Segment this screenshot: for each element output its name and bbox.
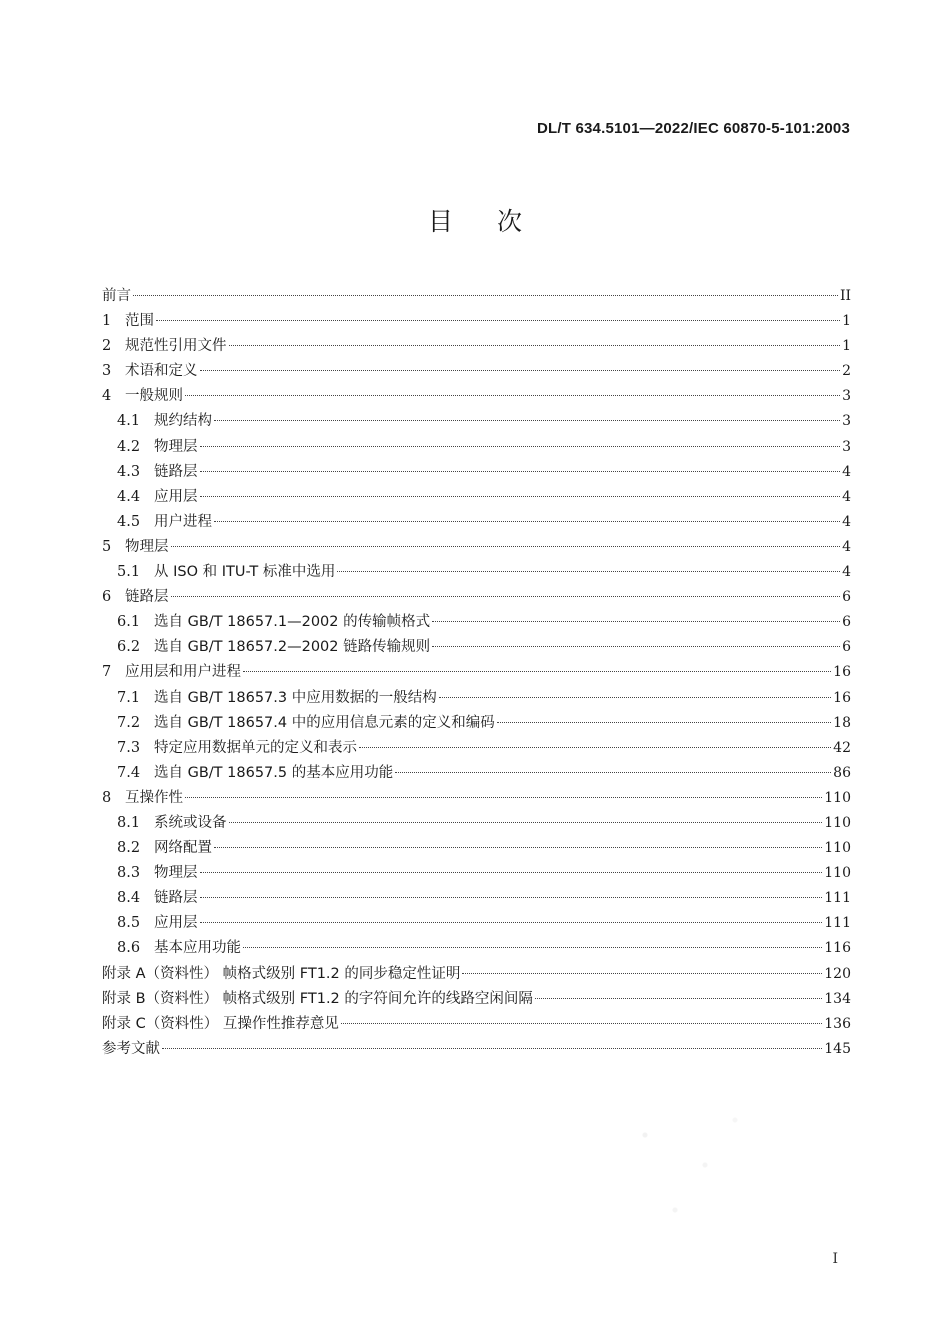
toc-entry-page: 110: [824, 865, 851, 882]
toc-entry-label: 物理层: [125, 538, 169, 555]
toc-entry-page: 16: [833, 689, 851, 706]
toc-entry-label: 应用层: [154, 488, 198, 505]
toc-entry-page: 3: [842, 438, 851, 455]
toc-entry-page: 42: [833, 739, 851, 756]
toc-entry-label: 系统或设备: [154, 814, 227, 831]
toc-leader-dots: [156, 320, 840, 321]
table-of-contents: [102, 284, 851, 1062]
toc-entry-page: 1: [842, 313, 851, 330]
toc-entry-page: 6: [842, 589, 851, 606]
toc-entry[interactable]: [102, 786, 851, 811]
standard-code: DL/T 634.5101—2022/IEC 60870-5-101:2003: [536, 120, 850, 137]
toc-leader-dots: [171, 596, 841, 597]
toc-leader-dots: [185, 797, 822, 798]
toc-entry[interactable]: [102, 359, 851, 384]
toc-entry[interactable]: [102, 585, 851, 610]
toc-leader-dots: [214, 420, 840, 421]
toc-entry-page: 4: [842, 463, 851, 480]
toc-leader-dots: [229, 345, 841, 346]
toc-leader-dots: [214, 521, 840, 522]
toc-entry-label: 一般规则: [125, 388, 183, 405]
toc-entry[interactable]: [102, 610, 851, 635]
toc-entry[interactable]: [102, 811, 851, 836]
toc-entry-page: 111: [824, 890, 851, 907]
toc-entry-label: 应用层和用户进程: [125, 664, 241, 681]
toc-entry-number: 4.3: [117, 463, 141, 480]
toc-leader-dots: [432, 646, 840, 647]
toc-entry-page: 3: [842, 413, 851, 430]
toc-entry[interactable]: [102, 711, 851, 736]
toc-entry-page: 111: [824, 915, 851, 932]
toc-entry-page: 116: [824, 940, 851, 957]
toc-entry[interactable]: [102, 686, 851, 711]
toc-entry-label: 附录 B（资料性） 帧格式级别 FT1.2 的字符间允许的线路空闲间隔: [102, 990, 533, 1007]
toc-entry[interactable]: [102, 761, 851, 786]
toc-entry-number: 7.1: [117, 689, 141, 706]
toc-entry-number: 5.1: [117, 564, 141, 581]
toc-leader-dots: [200, 471, 841, 472]
toc-leader-dots: [200, 370, 841, 371]
toc-entry-number: 1: [102, 313, 112, 330]
toc-leader-dots: [171, 546, 841, 547]
toc-leader-dots: [200, 897, 823, 898]
scan-noise: [615, 1090, 765, 1240]
toc-entry[interactable]: [102, 510, 851, 535]
toc-entry[interactable]: [102, 1037, 851, 1062]
toc-entry-label: 链路层: [154, 890, 198, 907]
toc-entry-number: 8.5: [117, 915, 141, 932]
toc-leader-dots: [497, 722, 831, 723]
toc-entry-label: 互操作性: [125, 789, 183, 806]
toc-entry-page: II: [839, 288, 851, 304]
page-number: I: [832, 1251, 838, 1267]
toc-entry-page: 110: [824, 789, 851, 806]
toc-entry-number: 7: [102, 664, 112, 681]
toc-leader-dots: [432, 621, 840, 622]
toc-entry-label: 选自 GB/T 18657.4 中的应用信息元素的定义和编码: [154, 714, 495, 731]
toc-entry-page: 4: [842, 564, 851, 581]
toc-entry[interactable]: [102, 736, 851, 761]
toc-entry-label: 参考文献: [102, 1040, 160, 1057]
toc-leader-dots: [133, 295, 838, 296]
toc-entry-label: 物理层: [154, 865, 198, 882]
toc-leader-dots: [341, 1023, 822, 1024]
toc-entry-page: 86: [833, 764, 851, 781]
toc-leader-dots: [359, 747, 831, 748]
toc-entry-number: 8: [102, 789, 112, 806]
toc-leader-dots: [162, 1048, 822, 1049]
toc-entry-page: 6: [842, 614, 851, 631]
toc-entry-page: 2: [842, 363, 851, 380]
toc-entry-label: 从 ISO 和 ITU-T 标准中选用: [154, 564, 336, 581]
toc-entry-number: 8.2: [117, 840, 141, 857]
toc-entry-page: 120: [824, 965, 851, 982]
toc-entry-label: 选自 GB/T 18657.1—2002 的传输帧格式: [154, 614, 431, 631]
toc-entry-label: 选自 GB/T 18657.5 的基本应用功能: [154, 764, 394, 781]
toc-entry-number: 8.1: [117, 814, 141, 831]
toc-entry-page: 16: [833, 664, 851, 681]
toc-entry-page: 4: [842, 538, 851, 555]
toc-entry-number: 7.3: [117, 739, 141, 756]
toc-entry-page: 6: [842, 639, 851, 656]
toc-entry-label: 规范性引用文件: [125, 338, 227, 355]
toc-entry[interactable]: [102, 962, 851, 987]
toc-entry-label: 附录 C（资料性） 互操作性推荐意见: [102, 1015, 339, 1032]
toc-leader-dots: [439, 697, 831, 698]
toc-entry[interactable]: [102, 911, 851, 936]
toc-entry[interactable]: [102, 836, 851, 861]
toc-entry-number: 4.1: [117, 413, 141, 430]
toc-leader-dots: [200, 496, 841, 497]
toc-entry-label: 基本应用功能: [154, 940, 241, 957]
toc-entry-number: 4.5: [117, 513, 141, 530]
toc-entry-page: 134: [824, 990, 851, 1007]
toc-entry-number: 7.2: [117, 714, 141, 731]
toc-entry[interactable]: [102, 660, 851, 685]
toc-entry-page: 18: [833, 714, 851, 731]
toc-entry-label: 特定应用数据单元的定义和表示: [154, 739, 357, 756]
toc-entry[interactable]: [102, 1012, 851, 1037]
toc-entry-number: 6: [102, 589, 112, 606]
toc-leader-dots: [462, 973, 822, 974]
toc-entry-label: 术语和定义: [125, 363, 198, 380]
toc-entry-label: 选自 GB/T 18657.3 中应用数据的一般结构: [154, 689, 437, 706]
toc-leader-dots: [185, 395, 840, 396]
toc-leader-dots: [243, 671, 831, 672]
toc-entry-label: 选自 GB/T 18657.2—2002 链路传输规则: [154, 639, 431, 656]
toc-leader-dots: [535, 998, 822, 999]
toc-entry-number: 8.6: [117, 940, 141, 957]
toc-entry-label: 应用层: [154, 915, 198, 932]
toc-entry-page: 110: [824, 814, 851, 831]
toc-entry[interactable]: [102, 861, 851, 886]
toc-entry[interactable]: [102, 936, 851, 961]
toc-entry[interactable]: [102, 635, 851, 660]
toc-entry[interactable]: [102, 987, 851, 1012]
toc-leader-dots: [229, 822, 823, 823]
toc-entry-label: 前言: [102, 288, 131, 304]
toc-entry-number: 8.3: [117, 865, 141, 882]
toc-entry-page: 110: [824, 840, 851, 857]
toc-entry-label: 附录 A（资料性） 帧格式级别 FT1.2 的同步稳定性证明: [102, 965, 461, 982]
toc-entry-label: 链路层: [154, 463, 198, 480]
toc-entry-page: 136: [824, 1015, 851, 1032]
toc-entry[interactable]: [102, 384, 851, 409]
toc-entry[interactable]: [102, 485, 851, 510]
toc-entry[interactable]: [102, 560, 851, 585]
toc-entry-page: 4: [842, 513, 851, 530]
toc-leader-dots: [200, 872, 823, 873]
toc-entry-page: 4: [842, 488, 851, 505]
toc-entry[interactable]: [102, 284, 851, 309]
toc-entry-number: 6.2: [117, 639, 141, 656]
toc-entry-page: 145: [824, 1040, 851, 1057]
toc-entry-number: 4: [102, 388, 112, 405]
toc-leader-dots: [200, 922, 823, 923]
toc-entry-number: 5: [102, 538, 112, 555]
toc-entry-number: 2: [102, 338, 112, 355]
toc-entry-label: 物理层: [154, 438, 198, 455]
page-title: 目次: [427, 207, 566, 236]
toc-entry-number: 8.4: [117, 890, 141, 907]
toc-entry[interactable]: [102, 535, 851, 560]
toc-leader-dots: [200, 446, 841, 447]
toc-entry-number: 4.2: [117, 438, 141, 455]
toc-entry-number: 3: [102, 363, 112, 380]
toc-entry-number: 6.1: [117, 614, 141, 631]
toc-entry-number: 4.4: [117, 488, 141, 505]
toc-entry-label: 规约结构: [154, 413, 212, 430]
toc-entry-label: 范围: [125, 313, 154, 330]
toc-entry-label: 链路层: [125, 589, 169, 606]
toc-leader-dots: [214, 847, 822, 848]
toc-leader-dots: [395, 772, 831, 773]
toc-entry[interactable]: [102, 460, 851, 485]
toc-entry-label: 用户进程: [154, 513, 212, 530]
toc-entry[interactable]: [102, 435, 851, 460]
toc-entry-label: 网络配置: [154, 840, 212, 857]
toc-entry-page: 3: [842, 388, 851, 405]
toc-entry-page: 1: [842, 338, 851, 355]
toc-entry-number: 7.4: [117, 764, 141, 781]
toc-leader-dots: [243, 947, 822, 948]
toc-entry[interactable]: [102, 334, 851, 359]
toc-entry[interactable]: [102, 886, 851, 911]
toc-leader-dots: [337, 571, 840, 572]
toc-entry[interactable]: [102, 309, 851, 334]
toc-entry[interactable]: [102, 409, 851, 434]
